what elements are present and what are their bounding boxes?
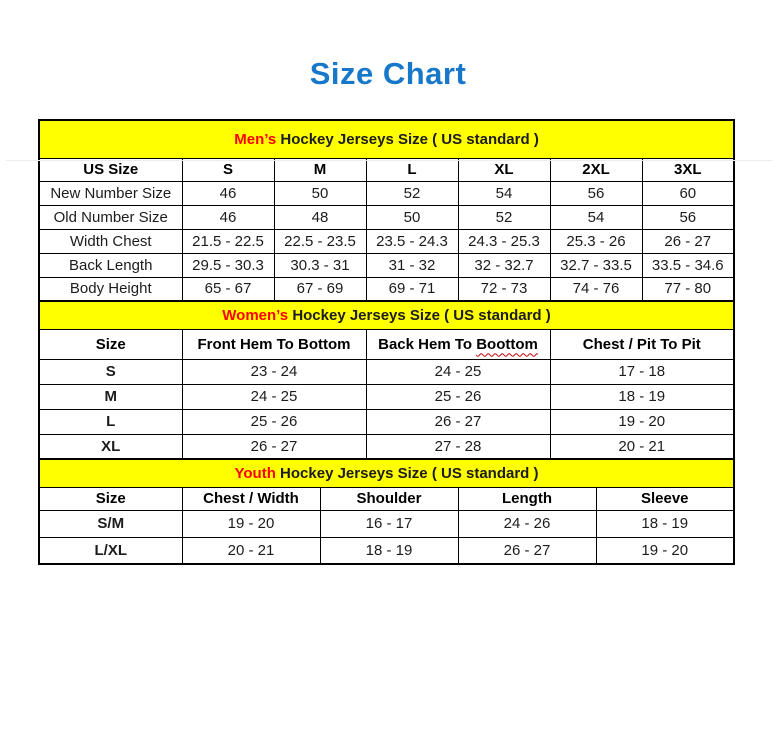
value-cell: 67 - 69 xyxy=(274,277,366,301)
value-cell: 33.5 - 34.6 xyxy=(642,253,734,277)
womens-section-heading xyxy=(39,301,734,329)
womens-size-table xyxy=(38,300,735,460)
column-header-size: Size xyxy=(39,329,182,359)
mens-size-table xyxy=(38,119,735,302)
womens-section-heading-row xyxy=(39,301,734,329)
row-label: L/XL xyxy=(39,537,182,564)
value-cell: 18 - 19 xyxy=(550,384,734,409)
value-cell: 56 xyxy=(550,181,642,205)
column-header-shoulder: Shoulder xyxy=(320,487,458,510)
page-title: Size Chart xyxy=(309,56,467,91)
value-cell: 46 xyxy=(182,181,274,205)
value-cell: 74 - 76 xyxy=(550,277,642,301)
mens-heading-text: Hockey Jerseys Size ( US standard ) xyxy=(280,130,539,148)
value-cell: 24.3 - 25.3 xyxy=(458,229,550,253)
value-cell: 48 xyxy=(274,205,366,229)
table-row-women-m xyxy=(39,384,734,409)
column-header-sleeve: Sleeve xyxy=(596,487,734,510)
value-cell: 18 - 19 xyxy=(320,537,458,564)
mens-heading-highlight: Men’s xyxy=(234,130,277,148)
table-row-women-l xyxy=(39,409,734,434)
value-cell: 32 - 32.7 xyxy=(458,253,550,277)
value-cell: 19 - 20 xyxy=(596,537,734,564)
table-row-back-length xyxy=(39,253,734,277)
value-cell: 20 - 21 xyxy=(182,537,320,564)
column-header-l: L xyxy=(366,158,458,181)
table-row-youth-lxl xyxy=(39,537,734,564)
column-header-back-hem xyxy=(366,329,550,359)
value-cell: 60 xyxy=(642,181,734,205)
value-cell: 56 xyxy=(642,205,734,229)
table-row-old-number-size xyxy=(39,205,734,229)
table-row-youth-sm xyxy=(39,510,734,537)
value-cell: 24 - 25 xyxy=(366,359,550,384)
value-cell: 20 - 21 xyxy=(550,434,734,459)
value-cell: 72 - 73 xyxy=(458,277,550,301)
value-cell: 24 - 25 xyxy=(182,384,366,409)
youth-heading-highlight: Youth xyxy=(234,464,276,482)
youth-heading-text: Hockey Jerseys Size ( US standard ) xyxy=(280,464,539,482)
womens-heading-highlight: Women’s xyxy=(222,306,289,324)
table-row-width-chest xyxy=(39,229,734,253)
size-chart-page xyxy=(0,56,776,748)
table-row-women-xl xyxy=(39,434,734,459)
womens-heading-text: Hockey Jerseys Size ( US standard ) xyxy=(292,306,551,324)
value-cell: 26 - 27 xyxy=(642,229,734,253)
row-label: New Number Size xyxy=(39,181,182,205)
value-cell: 52 xyxy=(366,181,458,205)
value-cell: 54 xyxy=(458,181,550,205)
column-header-m: M xyxy=(274,158,366,181)
value-cell: 77 - 80 xyxy=(642,277,734,301)
youth-section-heading-row xyxy=(39,459,734,487)
youth-size-table xyxy=(38,458,735,565)
column-header-length: Length xyxy=(458,487,596,510)
mens-section-heading xyxy=(39,120,734,158)
row-label: S xyxy=(39,359,182,384)
value-cell: 24 - 26 xyxy=(458,510,596,537)
row-label: Old Number Size xyxy=(39,205,182,229)
value-cell: 22.5 - 23.5 xyxy=(274,229,366,253)
column-header-front-hem: Front Hem To Bottom xyxy=(182,329,366,359)
divider-line xyxy=(6,160,772,161)
column-header-size: Size xyxy=(39,487,182,510)
row-label: L xyxy=(39,409,182,434)
value-cell: 26 - 27 xyxy=(182,434,366,459)
mens-section-heading-row xyxy=(39,120,734,158)
value-cell: 23.5 - 24.3 xyxy=(366,229,458,253)
table-row-body-height xyxy=(39,277,734,301)
value-cell: 27 - 28 xyxy=(366,434,550,459)
value-cell: 46 xyxy=(182,205,274,229)
value-cell: 54 xyxy=(550,205,642,229)
value-cell: 29.5 - 30.3 xyxy=(182,253,274,277)
row-label: XL xyxy=(39,434,182,459)
value-cell: 25 - 26 xyxy=(366,384,550,409)
column-header-chest-width: Chest / Width xyxy=(182,487,320,510)
value-cell: 16 - 17 xyxy=(320,510,458,537)
value-cell: 25.3 - 26 xyxy=(550,229,642,253)
value-cell: 31 - 32 xyxy=(366,253,458,277)
youth-section-heading xyxy=(39,459,734,487)
column-header-us-size: US Size xyxy=(39,158,182,181)
value-cell: 26 - 27 xyxy=(458,537,596,564)
back-hem-prefix: Back Hem To xyxy=(378,335,473,353)
column-header-chest-pit: Chest / Pit To Pit xyxy=(550,329,734,359)
youth-header-row xyxy=(39,487,734,510)
value-cell: 32.7 - 33.5 xyxy=(550,253,642,277)
value-cell: 19 - 20 xyxy=(182,510,320,537)
row-label: M xyxy=(39,384,182,409)
row-label: Back Length xyxy=(39,253,182,277)
mens-header-row xyxy=(39,158,734,181)
value-cell: 69 - 71 xyxy=(366,277,458,301)
value-cell: 23 - 24 xyxy=(182,359,366,384)
value-cell: 19 - 20 xyxy=(550,409,734,434)
value-cell: 50 xyxy=(274,181,366,205)
womens-header-row xyxy=(39,329,734,359)
table-row-new-number-size xyxy=(39,181,734,205)
column-header-xl: XL xyxy=(458,158,550,181)
column-header-2xl: 2XL xyxy=(550,158,642,181)
row-label: S/M xyxy=(39,510,182,537)
value-cell: 17 - 18 xyxy=(550,359,734,384)
row-label: Body Height xyxy=(39,277,182,301)
back-hem-misspelled-word: Boottom xyxy=(476,335,538,353)
value-cell: 30.3 - 31 xyxy=(274,253,366,277)
table-row-women-s xyxy=(39,359,734,384)
column-header-3xl: 3XL xyxy=(642,158,734,181)
value-cell: 65 - 67 xyxy=(182,277,274,301)
value-cell: 25 - 26 xyxy=(182,409,366,434)
row-label: Width Chest xyxy=(39,229,182,253)
value-cell: 18 - 19 xyxy=(596,510,734,537)
value-cell: 52 xyxy=(458,205,550,229)
value-cell: 50 xyxy=(366,205,458,229)
value-cell: 21.5 - 22.5 xyxy=(182,229,274,253)
column-header-s: S xyxy=(182,158,274,181)
value-cell: 26 - 27 xyxy=(366,409,550,434)
